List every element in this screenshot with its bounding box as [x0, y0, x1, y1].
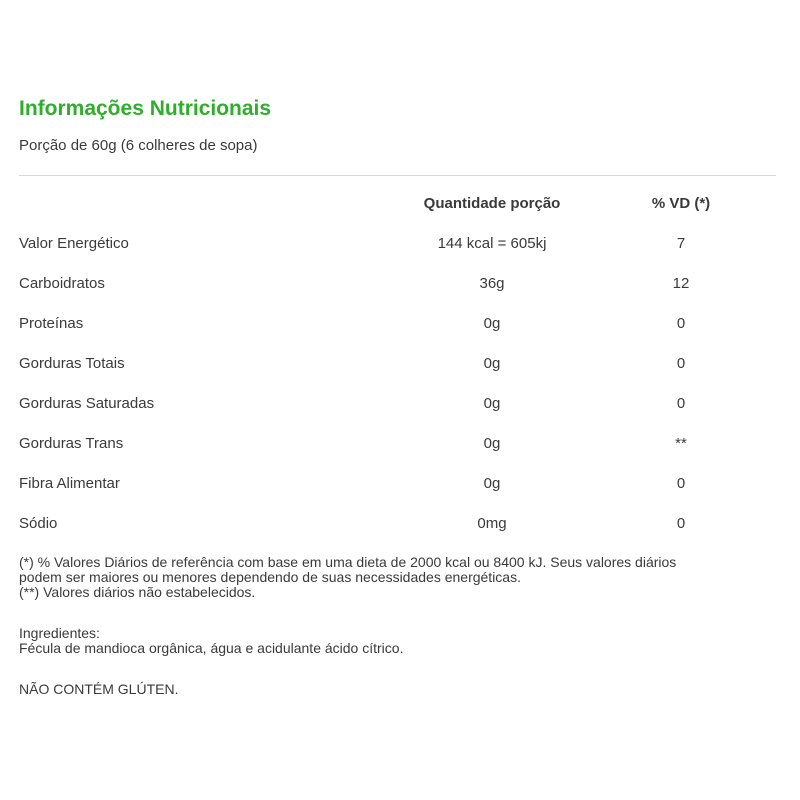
portion-size: Porção de 60g (6 colheres de sopa)	[19, 137, 258, 154]
header-daily-value: % VD (*)	[651, 195, 711, 212]
nutrient-name: Gorduras Saturadas	[19, 395, 155, 412]
table-row	[0, 435, 800, 457]
nutrient-name: Sódio	[19, 515, 58, 532]
nutrient-quantity: 0g	[483, 395, 501, 412]
ingredients-text: Fécula de mandioca orgânica, água e acidulante ácido cítrico.	[19, 640, 404, 656]
footnotes	[19, 555, 779, 600]
table-row	[0, 355, 800, 377]
nutrient-daily-value: 0	[676, 315, 686, 332]
nutrient-daily-value: 0	[676, 475, 686, 492]
table-row	[0, 395, 800, 417]
header-quantity: Quantidade porção	[423, 195, 561, 212]
nutrient-name: Valor Energético	[19, 235, 129, 252]
nutrient-quantity: 36g	[479, 275, 505, 292]
table-row	[0, 315, 800, 337]
table-header	[0, 195, 800, 217]
nutrient-daily-value: 0	[676, 395, 686, 412]
nutrient-name: Proteínas	[19, 315, 84, 332]
table-row	[0, 475, 800, 497]
nutrient-daily-value: 0	[676, 355, 686, 372]
table-row	[0, 275, 800, 297]
nutrient-quantity: 0mg	[477, 515, 507, 532]
nutrient-daily-value: **	[675, 435, 687, 452]
footnote-daily-values: (*) % Valores Diários de referência com base em uma dieta de 2000 kcal ou 8400 kJ. Seus valores diários	[19, 554, 677, 570]
divider	[19, 175, 776, 176]
nutrient-quantity: 0g	[483, 435, 501, 452]
nutrient-daily-value: 0	[676, 515, 686, 532]
nutrient-name: Fibra Alimentar	[19, 475, 120, 492]
nutrient-daily-value: 12	[672, 275, 690, 292]
page-title: Informações Nutricionais	[19, 97, 272, 120]
footnote-daily-values-cont: podem ser maiores ou menores dependendo de suas necessidades energéticas.	[19, 569, 521, 585]
nutrient-quantity: 144 kcal = 605kj	[437, 235, 547, 252]
nutrient-quantity: 0g	[483, 355, 501, 372]
nutrient-name: Carboidratos	[19, 275, 105, 292]
nutrient-quantity: 0g	[483, 315, 501, 332]
nutrient-quantity: 0g	[483, 475, 501, 492]
ingredients-label: Ingredientes:	[19, 625, 100, 641]
nutrient-daily-value: 7	[676, 235, 686, 252]
footnote-not-established: (**) Valores diários não estabelecidos.	[19, 584, 256, 600]
nutrient-name: Gorduras Trans	[19, 435, 124, 452]
table-row	[0, 515, 800, 537]
nutrient-name: Gorduras Totais	[19, 355, 125, 372]
gluten-statement: NÃO CONTÉM GLÚTEN.	[19, 681, 179, 697]
table-row	[0, 235, 800, 257]
